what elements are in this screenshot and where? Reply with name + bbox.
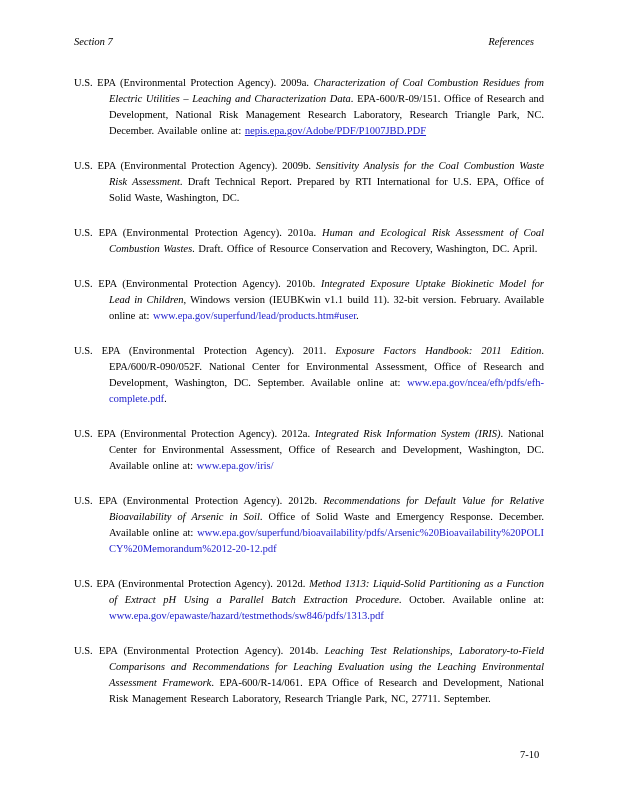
reference-entry [74,76,544,140]
reference-title: Recommendations for Default Value for Relative Bioavailability of Arsenic in Soil [109,496,544,523]
reference-title: Human and Ecological Risk Assessment of Coal Combustion Wastes [109,228,544,255]
reference-details: , Windows version (IEUBKwin v1.1 build 11). 32-bit version. February. Available online at: [109,295,544,322]
reference-title: Sensitivity Analysis for the Coal Combustion Waste Risk Assessment [109,161,545,188]
page-number: 7-10 [520,750,540,761]
reference-link[interactable]: www.epa.gov/ncea/efh/pdfs/efh-complete.pdf [109,378,544,405]
reference-title: Exposure Factors Handbook: 2011 Edition [335,346,542,357]
reference-entry [74,427,544,475]
reference-citation: U.S. EPA (Environmental Protection Agency). 2012b. [74,496,324,507]
page-header [74,37,534,51]
reference-link[interactable]: nepis.epa.gov/Adobe/PDF/P1007JBD.PDF [244,126,427,137]
reference-entry [74,577,544,625]
reference-link[interactable]: www.epa.gov/superfund/lead/products.htm#user [153,311,357,322]
reference-citation: U.S. EPA (Environmental Protection Agency). 2011. [74,346,336,357]
reference-entry [74,494,544,558]
reference-details: . EPA-600/R-14/061. EPA Office of Research and Development, National Risk Management Research Laboratory, Research Triangle Park, NC, 27711. September. [109,678,545,705]
reference-title: Integrated Risk Information System (IRIS) [314,429,501,440]
reference-citation: U.S. EPA (Environmental Protection Agency). 2010a. [74,228,323,239]
reference-citation: U.S. EPA (Environmental Protection Agency). 2010b. [74,279,321,290]
reference-details: . Office of Solid Waste and Emergency Response. December. Available online at: [109,512,544,539]
reference-citation: U.S. EPA (Environmental Protection Agency). 2009b. [74,161,316,172]
reference-details: . EPA/600/R-090/052F. National Center for Environmental Assessment, Office of Research and Development, Washington, DC. September. Available online at: [109,346,544,389]
reference-entry [74,159,544,207]
reference-title: Characterization of Coal Combustion Residues from Electric Utilities – Leaching and Characterization Data [109,78,544,105]
chapter-title: References [488,37,534,48]
reference-link[interactable]: www.epa.gov/iris/ [196,461,274,472]
reference-entry: U.S. EPA (Environmental Protection Agency). 2011. Exposure Factors Handbook: 2011 Edition. EPA/600/R-090/052F. National Center for Environmental Assessment, Office of Research and Development, Washington, DC. September. Available online at: www.epa.gov/ncea/efh/pdfs/efh-complete.pdf. [74,346,544,405]
reference-list [74,76,544,727]
reference-citation: U.S. EPA (Environmental Protection Agency). 2014b. [74,646,325,657]
reference-title: Method 1313: Liquid-Solid Partitioning as a Function of Extract pH Using a Parallel Batch Extraction Procedure [109,579,544,606]
reference-title: Integrated Exposure Uptake Biokinetic Model for Lead in Children [109,279,545,306]
reference-details: . Draft Technical Report. Prepared by RTI International for U.S. EPA, Office of Solid Waste, Washington, DC. [109,177,544,204]
reference-entry [74,644,544,708]
reference-entry [74,226,544,258]
reference-details: . National Center for Environmental Assessment, Office of Research and Development, Washington, DC. Available online at: [109,429,544,472]
reference-entry: U.S. EPA (Environmental Protection Agency). 2010b. Integrated Exposure Uptake Biokinetic Model for Lead in Children, Windows version (IEUBKwin v1.1 build 11). 32-bit version. February. Available online at: www.epa.gov/superfund/lead/products.htm#user. [74,279,545,322]
section-label: Section 7 [74,37,113,48]
reference-link[interactable]: www.epa.gov/superfund/bioavailability/pdfs/Arsenic%20Bioavailability%20POLICY%20Memorandum%2012-20-12.pdf [109,528,544,555]
reference-citation: U.S. EPA (Environmental Protection Agency). 2012d. [74,579,310,590]
reference-link[interactable]: www.epa.gov/epawaste/hazard/testmethods/sw846/pdfs/1313.pdf [109,611,384,622]
reference-details: . October. Available online at: [398,595,544,606]
reference-citation: U.S. EPA (Environmental Protection Agency). 2012a. [74,429,315,440]
reference-details: . EPA-600/R-09/151. Office of Research and Development, National Risk Management Research Laboratory, Research Triangle Park, NC. December. Available online at: [109,94,544,137]
reference-details: . Draft. Office of Resource Conservation and Recovery, Washington, DC. April. [192,244,538,255]
reference-title: Leaching Test Relationships, Laboratory-to-Field Comparisons and Recommendations for Leaching Evaluation using the Leaching Environmental Assessment Framework [109,646,544,689]
reference-citation: U.S. EPA (Environmental Protection Agency). 2009a. [74,78,314,89]
